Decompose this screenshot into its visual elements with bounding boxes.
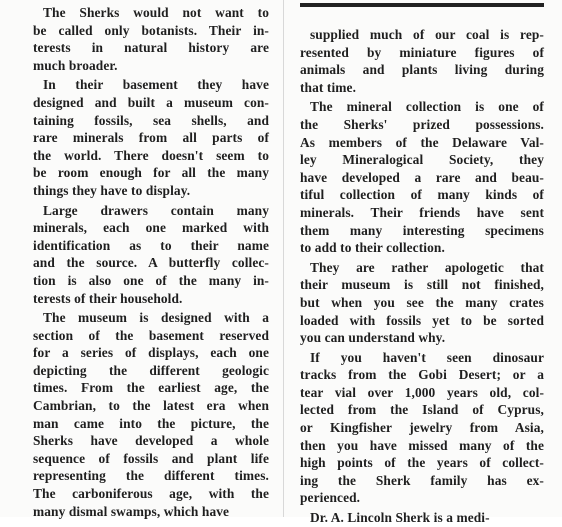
text-line: the Sherks' prized possessions. (300, 116, 544, 132)
text-line: Sherks have developed a whole (33, 433, 269, 449)
text-line: The Sherks would not want to (43, 5, 269, 20)
text-line: the world. There doesn't seem to (33, 147, 269, 163)
text-line: tiful collection of many kinds of (300, 187, 544, 203)
text-line: high points of the years of collect- (300, 455, 544, 471)
article-paragraph (33, 202, 269, 308)
text-line: Cambrian, to the latest era when (33, 398, 269, 414)
text-line: that time. (300, 79, 357, 95)
text-line: They are rather apologetic that (310, 259, 544, 275)
article-paragraph (33, 309, 269, 520)
text-line: The museum is designed with a (43, 310, 269, 326)
text-line: be called only botanists. Their in- (33, 22, 269, 38)
text-line: you can understand why. (300, 330, 446, 346)
text-line: minerals. Their friends have sent (300, 204, 544, 220)
text-line: ing the Sherk family has ex- (300, 472, 544, 488)
article-paragraph (300, 509, 544, 527)
text-line: taining fossils, sea shells, and (33, 112, 269, 128)
text-line: and the source. A butterfly collec- (33, 255, 269, 271)
text-line: Dr. A. Lincoln Sherk is a medi- (310, 510, 490, 526)
text-line: then you have missed many of the (300, 437, 544, 453)
article-paragraph (33, 76, 269, 199)
text-line: If you haven't seen dinosaur (310, 349, 544, 365)
right-column (300, 26, 544, 527)
text-line: man came into the picture, the (33, 415, 269, 431)
text-line: The carboniferous age, with the (33, 486, 269, 502)
article-paragraph (300, 259, 544, 347)
text-line: tion is also one of the many in- (33, 272, 269, 288)
column-separator (283, 0, 284, 517)
text-line: for a series of displays, each one (33, 345, 269, 361)
text-line: representing the different times. (33, 468, 269, 484)
text-line: As members of the Delaware Val- (300, 134, 544, 150)
text-line: their museum is still not finished, (300, 277, 544, 293)
text-line: resented by miniature figures of (300, 44, 544, 60)
text-line: identification as to their name (33, 237, 269, 253)
article-paragraph (300, 349, 544, 507)
text-line: many dismal swamps, which have (33, 503, 230, 519)
column-top-rule (300, 3, 544, 7)
text-line: terests of their household. (33, 290, 183, 306)
text-line: In their basement they have (43, 77, 269, 93)
text-line: The mineral collection is one of (310, 99, 544, 115)
text-line: tracks from the Gobi Desert; or a (300, 367, 544, 383)
article-paragraph (300, 98, 544, 256)
text-line: tear vial over 1,000 years old, col- (300, 384, 544, 400)
text-line: rare minerals from all parts of (33, 130, 269, 146)
text-line: depicting the different geologic (33, 362, 269, 378)
text-line: have developed a rare and beau- (300, 169, 544, 185)
text-line: to add to their collection. (300, 240, 445, 256)
text-line: them many interesting specimens (300, 222, 544, 238)
text-line: supplied much of our coal is rep- (310, 27, 544, 42)
text-line: designed and built a museum con- (33, 94, 269, 110)
text-line: things they have to display. (33, 182, 191, 198)
text-line: much broader. (33, 57, 118, 73)
text-line: but when you see the many crates (300, 294, 544, 310)
text-line: animals and plants living during (300, 62, 544, 78)
text-line: section of the basement reserved (33, 327, 269, 343)
text-line: or Kingfisher jewelry from Asia, (300, 420, 544, 436)
text-line: times. From the earliest age, the (33, 380, 269, 396)
text-line: be room enough for all the many (33, 165, 269, 181)
text-line: ley Mineralogical Society, they (300, 152, 544, 168)
text-line: terests in natural history are (33, 40, 269, 56)
text-line: minerals, each one marked with (33, 220, 269, 236)
text-line: Large drawers contain many (43, 202, 269, 218)
text-line: lected from the Island of Cyprus, (300, 402, 544, 418)
left-column (33, 4, 269, 520)
article-paragraph (300, 26, 544, 96)
text-line: sequence of fossils and plant life (33, 450, 269, 466)
text-line: loaded with fossils yet to be sorted (300, 312, 544, 328)
article-paragraph (33, 4, 269, 74)
text-line: perienced. (300, 490, 361, 506)
